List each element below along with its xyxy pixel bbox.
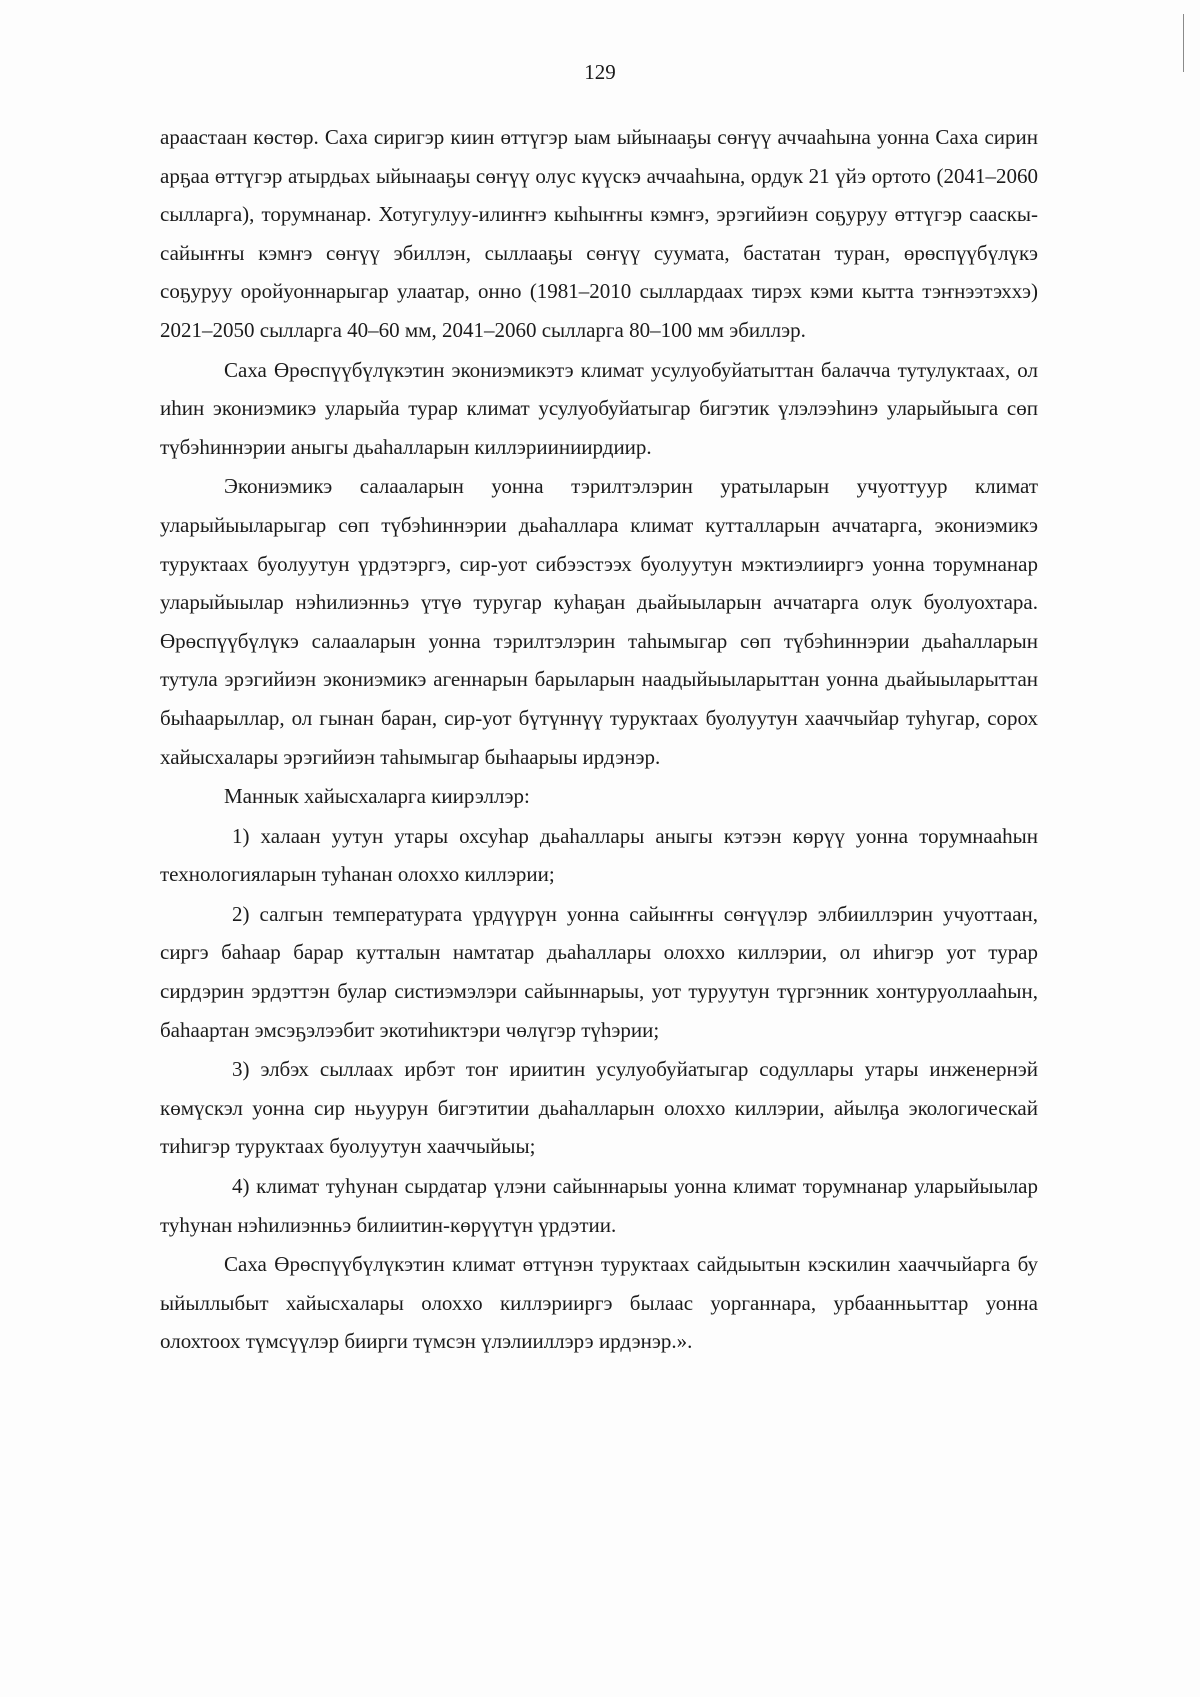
document-body: [160, 118, 1038, 1361]
list-item-1-flood: 1) халаан уутун утары охсуһар дьаһаллары аныгы кэтээн көрүү уонна торумнааһын технологияларын туһанан олоххо киллэрии;: [160, 823, 1038, 887]
paragraph-conclusion: Саха Өрөспүүбүлүкэтин климат өттүнэн туруктаах сайдыытын кэскилин хааччыйарга бу ыйыллыбыт хайысхалары олоххо киллэрииргэ былаас уорганнара, урбаанньыттар уонна олохтоох түмсүүлэр биирги түмсэн үлэлииллэрэ ирдэнэр.».: [160, 1252, 1038, 1354]
list-item-2-fire: 2) салгын температурата үрдүүрүн уонна сайыҥҥы сөҥүүлэр элбииллэрин учуоттаан, сиргэ баһаар барар кутталын намтатар дьаһаллары олоххо киллэрии, ол иһигэр уот турар сирдэрин эрдэттэн булар систиэмэлэри сайыннарыы, уот туруутун түргэнник хонтуруоллааһын, баһаартан эмсэҕэлээбит экотиһиктэри чөлүгэр түһэрии;: [160, 901, 1038, 1042]
paragraph-economy-dependence: Саха Өрөспүүбүлүкэтин экониэмикэтэ климат усулуобуйатыттан балачча тутулуктаах, ол иһин экониэмикэ уларыйа турар климат усулуобуйатыгар бигэтик үлэлээһинэ уларыйыыга сөп түбэһиннэрии аныгы дьаһалларын киллэрииниирдиир.: [160, 357, 1038, 459]
paragraph-directions-intro: Маннык хайысхаларга киирэллэр:: [224, 784, 530, 809]
list-item-3-permafrost: 3) элбэх сыллаах ирбэт тоҥ ириитин усулуобуйатыгар содуллары утары инженернэй көмүскэл уонна сир ньуурун бигэтитии дьаһалларын олоххо киллэрии, айылҕа экологическай тиһигэр туруктаах буолуутун хааччыйыы;: [160, 1057, 1038, 1159]
paragraph-adaptation-measures: Экониэмикэ салааларын уонна тэрилтэлэрин уратыларын учуоттуур климат уларыйыыларыгар сөп түбэһиннэрии дьаһаллара климат кутталларын аччатарга, экониэмикэ туруктаах буолуутун үрдэтэргэ, сир-уот сибээстээх буолуутун мэктиэлииргэ уонна торумнанар уларыйыылар нэһилиэнньэ үтүө туругар куһаҕан дьайыыларын аччатарга олук буолуохтара. Өрөспүүбүлүкэ салааларын уонна тэрилтэлэрин таһымыгар сөп түбэһиннэрии дьаһалларын тутула эрэгийиэн экониэмикэ агеннарын барыларын наадыйыыларыттан уонна дьайыыларыттан быһаарыллар, ол гынан баран, сир-уот бүтүннүү туруктаах буолуутун хааччыйар туһугар, сорох хайысхалары эрэгийиэн таһымыгар быһаарыы ирдэнэр.: [160, 474, 1038, 769]
page-number: 129: [584, 60, 616, 84]
paragraph-continuation: араастаан көстөр. Саха сиригэр киин өттүгэр ыам ыйынааҕы сөҥүү аччааһына уонна Саха сирин арҕаа өттүгэр атырдьах ыйынааҕы сөҥүү олус күүскэ аччааһына, ордук 21 үйэ ортото (2041–2060 сылларга), торумнанар. Хотугулуу-илиҥҥэ кыһыҥҥы кэмҥэ, эрэгийиэн соҕуруу өттүгэр сааскы-сайыҥҥы кэмҥэ сөҥүү эбиллэн, сыллааҕы сөҥүү суумата, бастатан туран, өрөспүүбүлүкэ соҕуруу оройуоннарыгар улаатар, онно (1981–2010 сыллардаах тирэх кэми кытта тэҥнээтэххэ) 2021–2050 сылларга 40–60 мм, 2041–2060 сылларга 80–100 мм эбиллэр.: [160, 125, 1038, 342]
list-item-4-awareness: 4) климат туһунан сырдатар үлэни сайыннарыы уонна климат торумнанар уларыйыылар туһунан нэһилиэнньэ билиитин-көрүүтүн үрдэтии.: [160, 1174, 1038, 1237]
